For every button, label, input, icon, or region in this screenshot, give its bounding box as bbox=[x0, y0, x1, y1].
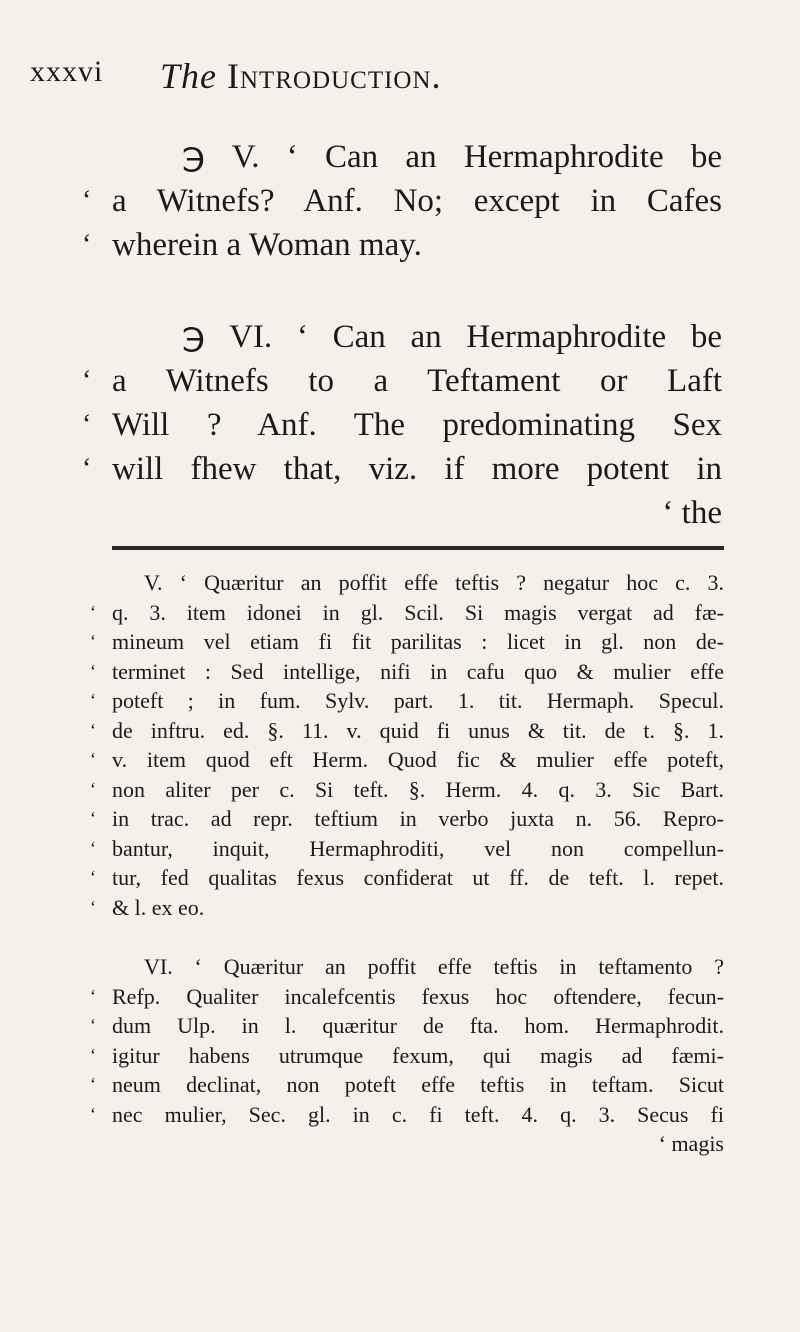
question-5 bbox=[82, 135, 722, 267]
text-line: ‘ Will ? Anf. The predominating Sex bbox=[82, 407, 722, 443]
note-line: ‘ dum Ulp. in l. quæritur de fta. hom. Hermaphrodit. bbox=[90, 1013, 724, 1038]
note-line: ‘ nec mulier, Sec. gl. in c. fi teft. 4. q. 3. Secus fi bbox=[90, 1101, 724, 1127]
note-line: ‘ terminet : Sed intellige, nifi in cafu quo & mulier effe bbox=[90, 658, 724, 684]
running-title bbox=[160, 55, 442, 97]
text-line: ‘ a Witnefs? Anf. No; except in Cafes bbox=[82, 183, 722, 219]
note-line: ‘ non aliter per c. Si teft. §. Herm. 4. q. 3. Sic Bart. bbox=[90, 776, 724, 802]
note-6 bbox=[90, 952, 724, 1159]
note-line: ‘ mineum vel etiam fi fit parilitas : licet in gl. non de- bbox=[90, 629, 724, 654]
text-line: ‘ wherein a Woman may. bbox=[82, 227, 422, 263]
note-catchword: ‘ magis bbox=[658, 1131, 724, 1156]
footnote-rule bbox=[112, 546, 724, 550]
text-line: ℈ V. ‘ Can an Hermaphrodite be bbox=[182, 139, 722, 175]
page-number: xxxvi bbox=[30, 55, 104, 88]
note-line: ‘ q. 3. item idonei in gl. Scil. Si magis vergat ad fæ- bbox=[90, 599, 724, 625]
running-header bbox=[30, 55, 760, 105]
note-5 bbox=[90, 568, 724, 922]
question-6 bbox=[82, 315, 722, 535]
note-line: ‘ v. item quod eft Herm. Quod fic & mulier effe poteft, bbox=[90, 747, 724, 772]
note-line: ‘ in trac. ad repr. teftium in verbo juxta n. 56. Repro- bbox=[90, 806, 724, 831]
text-line: ℈ VI. ‘ Can an Hermaphrodite be bbox=[182, 319, 722, 355]
note-line: ‘ & l. ex eo. bbox=[90, 894, 205, 920]
footnotes bbox=[90, 568, 724, 1159]
note-line: ‘ poteft ; in fum. Sylv. part. 1. tit. Hermaph. Specul. bbox=[90, 688, 724, 713]
text-line: ‘ will fhew that, viz. if more potent in bbox=[82, 451, 722, 487]
note-line: VI. ‘ Quæritur an poffit effe teftis in teftamento ? bbox=[144, 954, 724, 979]
note-line: V. ‘ Quæritur an poffit effe teftis ? negatur hoc c. 3. bbox=[144, 570, 724, 595]
note-line: ‘ tur, fed qualitas fexus confiderat ut ff. de teft. l. repet. bbox=[90, 865, 724, 890]
note-line: ‘ igitur habens utrumque fexum, qui magis ad fæmi- bbox=[90, 1042, 724, 1068]
running-title-introduction: Introduction. bbox=[227, 56, 442, 96]
text-line: ‘ a Witnefs to a Teftament or Laft bbox=[82, 363, 722, 399]
note-line: ‘ de inftru. ed. §. 11. v. quid fi unus & tit. de t. §. 1. bbox=[90, 717, 724, 743]
running-title-the: The bbox=[160, 56, 217, 96]
main-text bbox=[82, 135, 722, 535]
note-line: ‘ neum declinat, non poteft effe teftis in teftam. Sicut bbox=[90, 1072, 724, 1097]
note-line: ‘ Refp. Qualiter incalefcentis fexus hoc oftendere, fecun- bbox=[90, 983, 724, 1009]
catchword: ‘ the bbox=[662, 495, 722, 531]
note-line: ‘ bantur, inquit, Hermaphroditi, vel non compellun- bbox=[90, 835, 724, 861]
